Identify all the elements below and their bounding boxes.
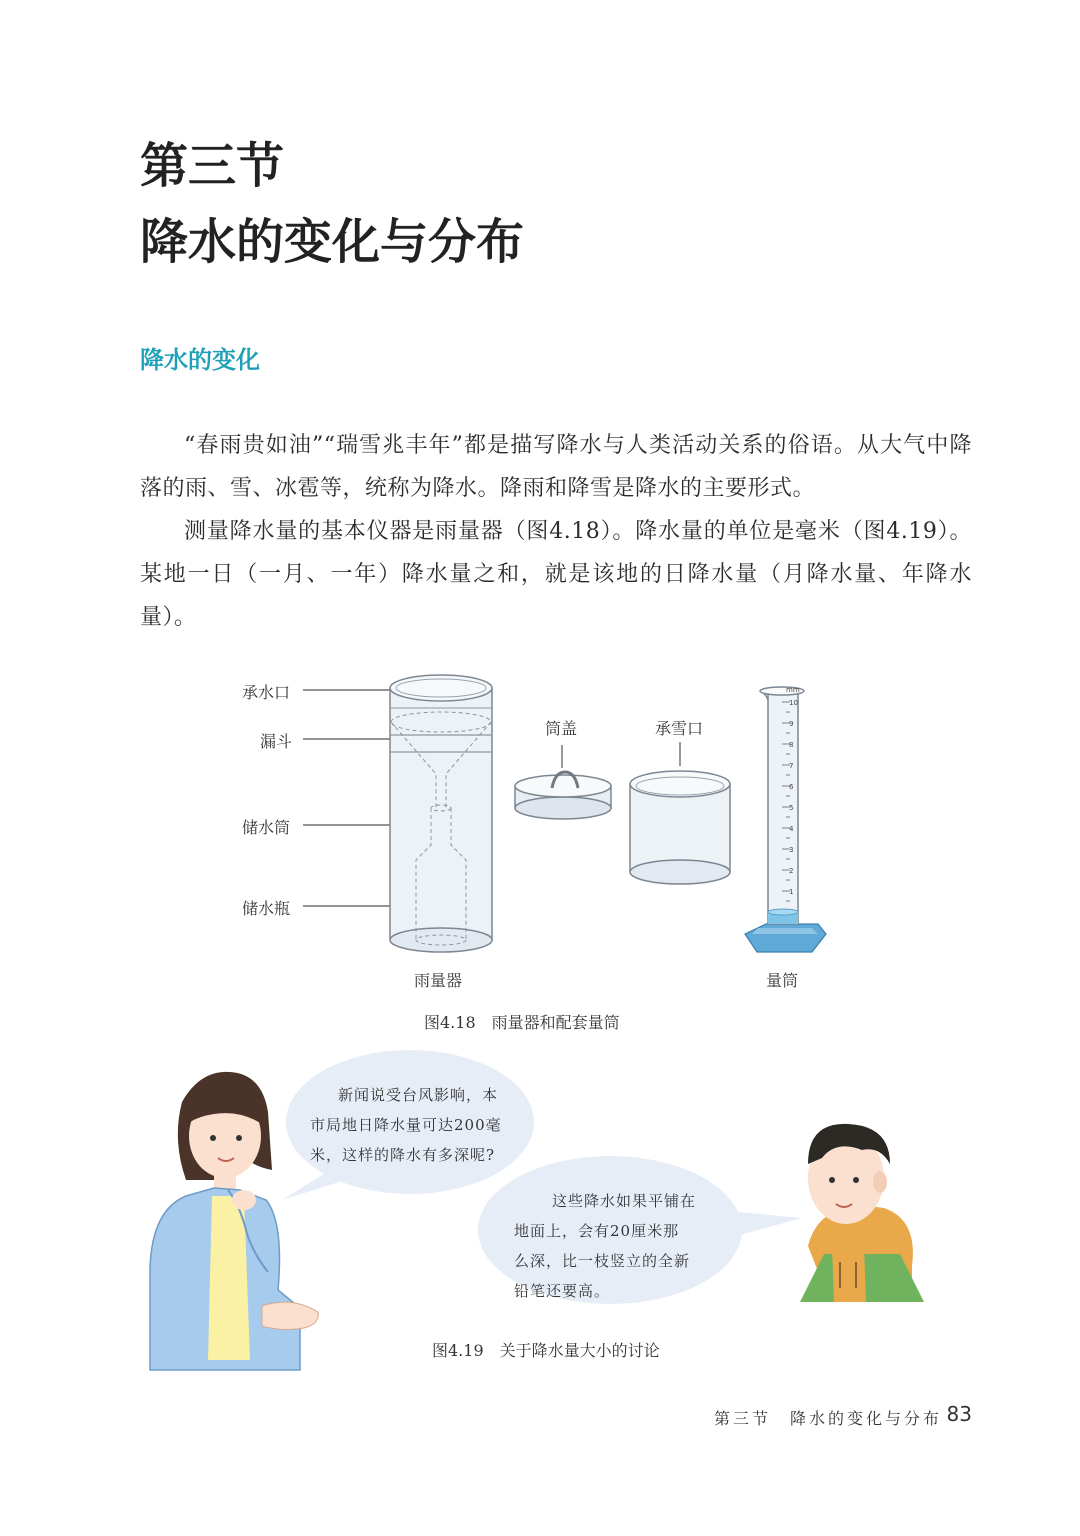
section-heading: 降水的变化 <box>140 346 260 374</box>
label-mouth: 承水口 <box>242 683 291 702</box>
figure-caption-4-18: 图4.18 雨量器和配套量筒 <box>424 1013 620 1032</box>
label-unit: mm <box>786 686 800 694</box>
scale-tick-label: 6 <box>789 783 794 791</box>
label-cylinder: 量筒 <box>766 971 799 990</box>
scale-tick-label: 1 <box>789 888 794 896</box>
paragraph: “春雨贵如油”“瑞雪兆丰年”都是描写降水与人类活动关系的俗语。从大气中降落的雨、雪、冰雹等，统称为降水。降雨和降雪是降水的主要形式。 <box>140 433 972 501</box>
scale-tick-label: 7 <box>789 762 794 770</box>
boy-speech <box>514 1186 726 1306</box>
girl-speech <box>310 1080 530 1170</box>
label-funnel: 漏斗 <box>260 732 293 751</box>
bubble-line: 这些降水如果平铺在 <box>552 1192 697 1210</box>
scale-tick-label: 9 <box>789 720 794 728</box>
label-storage-cylinder: 储水筒 <box>242 818 291 837</box>
scale-tick-label: 10 <box>789 699 798 707</box>
scale-tick-label: 2 <box>789 867 794 875</box>
bubble-line: 么深，比一枝竖立的全新 <box>514 1252 691 1270</box>
measuring-cylinder-drawing <box>745 687 826 952</box>
boy-drawing <box>800 1124 924 1302</box>
scale-tick-label: 8 <box>789 741 794 749</box>
bubble-line: 米，这样的降水有多深呢? <box>310 1146 496 1164</box>
lid-drawing <box>515 745 611 819</box>
scale-tick-label: 4 <box>789 825 794 833</box>
chapter-number: 第三节 <box>140 138 285 194</box>
running-footer: 第三节 降水的变化与分布 <box>713 1409 942 1428</box>
chapter-name: 降水的变化与分布 <box>140 214 525 270</box>
bubble-line: 市局地日降水量可达200毫 <box>310 1116 502 1134</box>
rain-gauge-drawing <box>390 675 492 952</box>
label-storage-bottle: 储水瓶 <box>242 899 291 918</box>
scale-ticks <box>789 693 801 903</box>
figure-caption-4-19: 图4.19 关于降水量大小的讨论 <box>432 1341 660 1360</box>
bubble-line: 铅笔还要高。 <box>514 1282 611 1300</box>
scale-tick-label: 3 <box>789 846 794 854</box>
label-gauge: 雨量器 <box>414 971 463 990</box>
bubble-line: 地面上，会有20厘米那 <box>514 1222 680 1240</box>
page-number: 83 <box>946 1402 972 1426</box>
paragraph: 测量降水量的基本仪器是雨量器（图4.18）。降水量的单位是毫米（图4.19）。某地一日（一月、一年）降水量之和，就是该地的日降水量（月降水量、年降水量）。 <box>140 519 972 630</box>
label-snow-mouth: 承雪口 <box>655 719 704 738</box>
scale-tick-label: 5 <box>789 804 794 812</box>
bubble-line: 新闻说受台风影响，本 <box>338 1086 499 1104</box>
snow-mouth-drawing <box>630 742 730 884</box>
label-lid: 筒盖 <box>545 719 578 738</box>
